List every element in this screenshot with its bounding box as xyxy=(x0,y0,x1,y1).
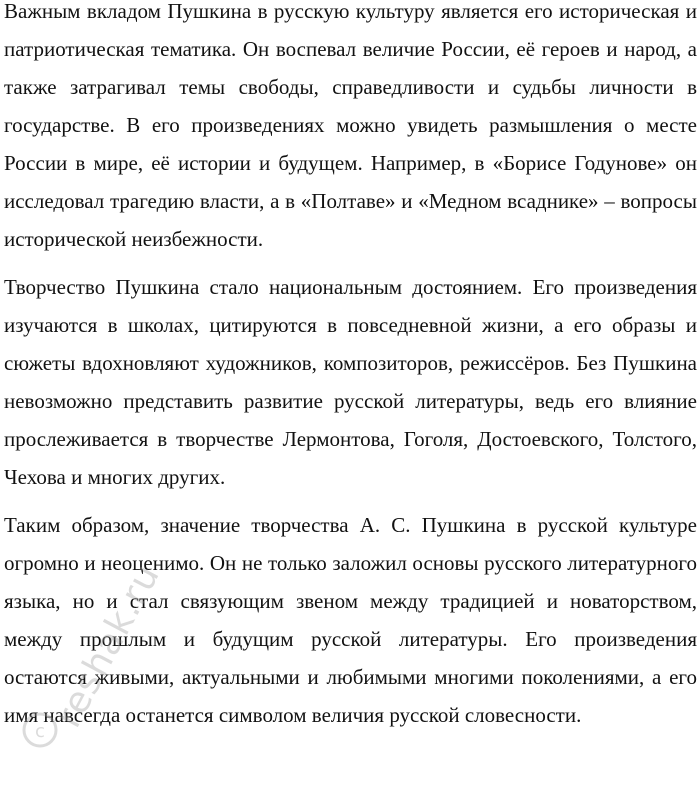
paragraph-2: Творчество Пушкина стало национальным достоянием. Его произведения изучаются в школах, цитируются в повседневной жизни, а его образы и сюжеты вдохновляют художников, композиторов, режиссёров. Без Пушкина невозможно представить развитие русской литературы, ведь его влияние прослеживается в творчестве Лермонтова, Гоголя, Достоевского, Толстого, Чехова и многих других. xyxy=(4,275,697,489)
svg-text:c: c xyxy=(35,721,45,742)
paragraph-1: Важным вкладом Пушкина в русскую культуру является его историческая и патриотическая тематика. Он воспевал величие России, её героев и народ, а также затрагивал темы свободы, справедливости и судьбы личности в государстве. В его произведениях можно увидеть размышления о месте России в мире, её истории и будущем. Например, в «Борисе Годунове» он исследовал трагедию власти, а в «Полтаве» и «Медном всаднике» – вопросы исторической неизбежности. xyxy=(4,0,697,251)
watermark-text: reshak.ru xyxy=(48,557,169,735)
paragraph-3: Таким образом, значение творчества А. С. Пушкина в русской культуре огромно и неоценимо. Он не только заложил основы русского литературного языка, но и стал связующим звеном между традицией и новаторством, между прошлым и будущим русской литературы. Его произведения остаются живыми, актуальными и любимыми многими поколениями, а его имя навсегда останется символом величия русской словесности. xyxy=(4,513,697,727)
